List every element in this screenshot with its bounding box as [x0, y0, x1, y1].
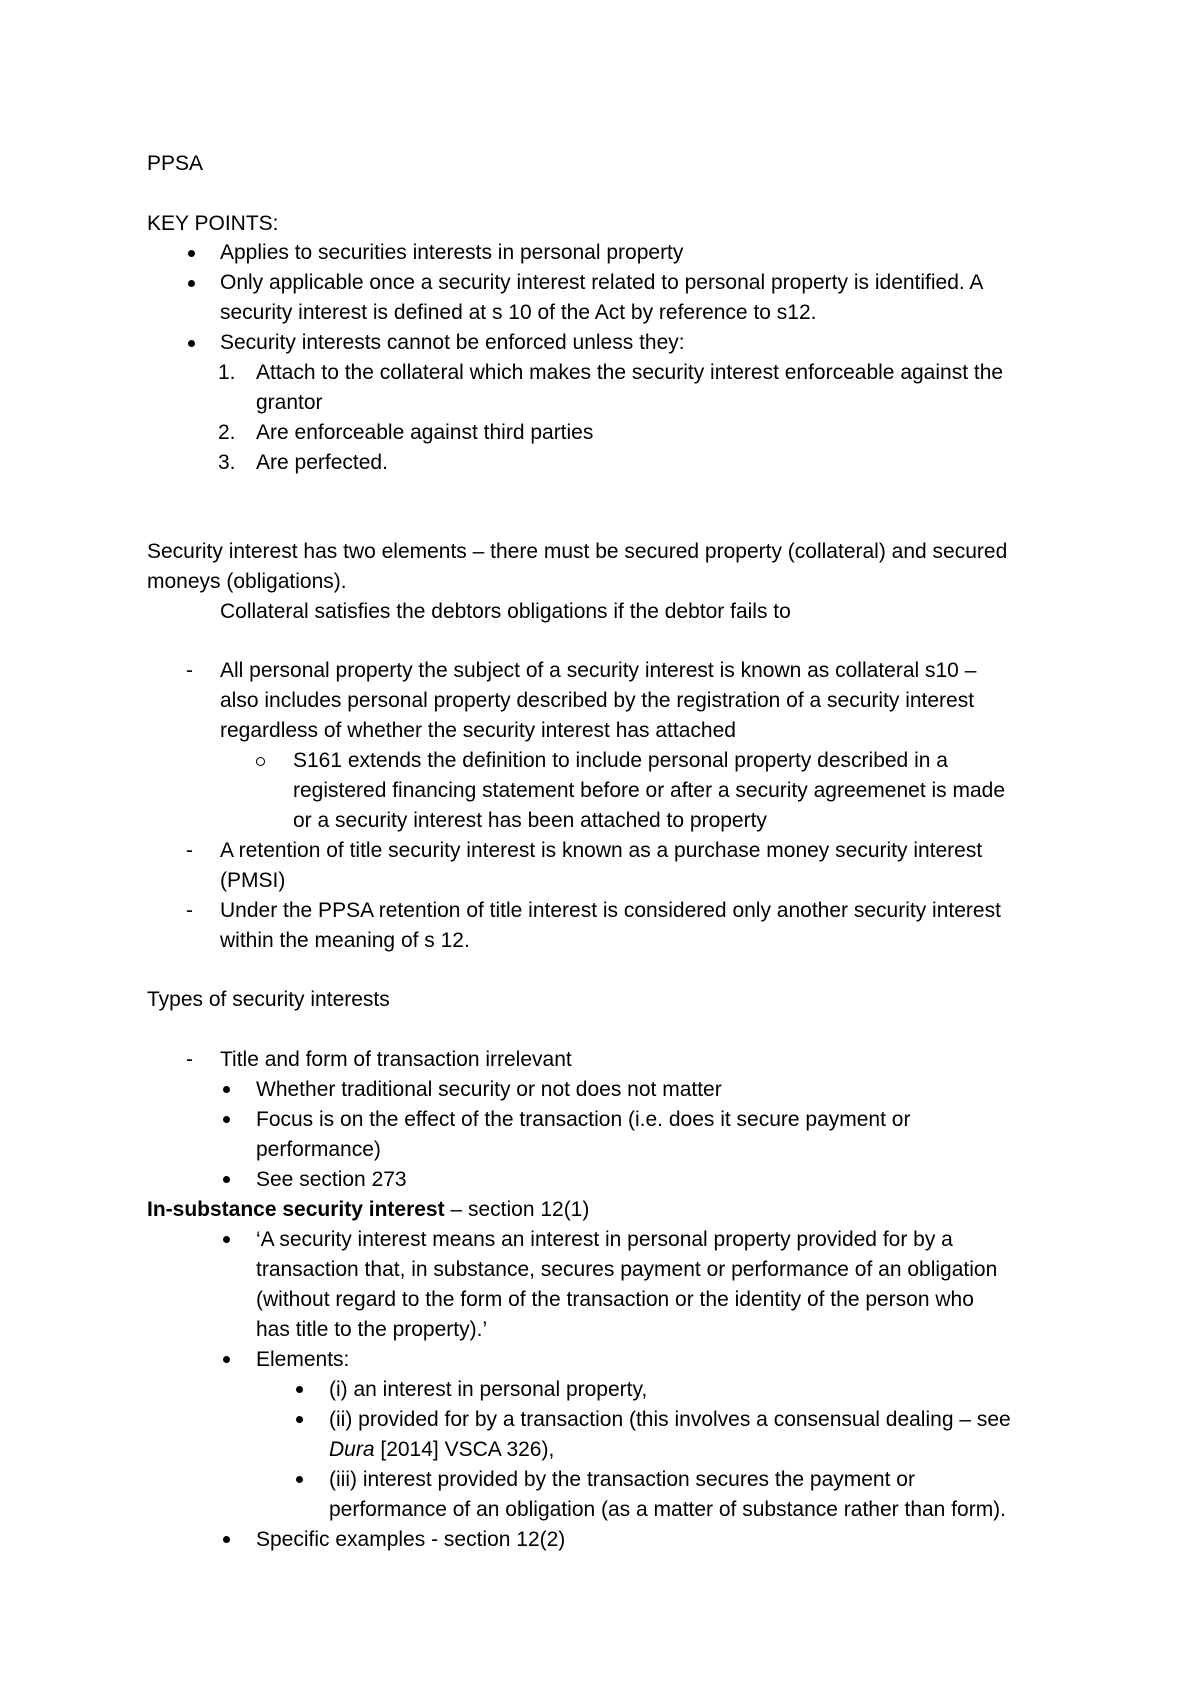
circle-bullet-icon: [256, 757, 265, 766]
case-name: Dura: [329, 1438, 375, 1461]
definition-quote-cont: transaction that, in substance, secures payment or performance of an obligation: [256, 1258, 998, 1281]
elements-para-line-1: Security interest has two elements – there must be secured property (collateral) and secured: [147, 540, 1008, 563]
specific-examples: Specific examples - section 12(2): [256, 1528, 566, 1551]
numbered-item-1: Attach to the collateral which makes the security interest enforceable against the: [256, 361, 1004, 384]
types-heading: Types of security interests: [147, 988, 390, 1011]
key-point-1: Applies to securities interests in personal property: [220, 241, 684, 264]
dash-item-3-cont: within the meaning of s 12.: [220, 929, 470, 952]
definition-quote: ‘A security interest means an interest in personal property provided for by a: [256, 1228, 953, 1251]
numbered-item-2: Are enforceable against third parties: [256, 421, 594, 444]
dash-item-2-cont: (PMSI): [220, 869, 286, 892]
numbered-item-1-cont: grantor: [256, 391, 323, 414]
dash-marker: -: [186, 899, 193, 922]
in-substance-heading-rest: – section 12(1): [444, 1198, 590, 1221]
definition-quote-cont: (without regard to the form of the transaction or the identity of the person who: [256, 1288, 974, 1311]
bullet-icon: [188, 280, 195, 287]
types-bullet-3: See section 273: [256, 1168, 407, 1191]
bullet-icon: [223, 1086, 230, 1093]
bullet-icon: [223, 1536, 230, 1543]
types-bullet-2-cont: performance): [256, 1138, 381, 1161]
numbered-marker: 2.: [218, 421, 236, 444]
types-dash-item: Title and form of transaction irrelevant: [220, 1048, 572, 1071]
dash-marker: -: [186, 839, 193, 862]
sub-item: S161 extends the definition to include personal property described in a: [293, 749, 948, 772]
element-ii: (ii) provided for by a transaction (this involves a consensual dealing – see: [329, 1408, 1011, 1431]
bullet-icon: [223, 1176, 230, 1183]
dash-item-3: Under the PPSA retention of title interest is considered only another security interest: [220, 899, 1001, 922]
element-i: (i) an interest in personal property,: [329, 1378, 648, 1401]
case-citation: [2014] VSCA 326),: [374, 1438, 555, 1461]
dash-item-2: A retention of title security interest is known as a purchase money security interest: [220, 839, 983, 862]
bullet-icon: [188, 340, 195, 347]
types-bullet-1: Whether traditional security or not does not matter: [256, 1078, 722, 1101]
bullet-icon: [223, 1236, 230, 1243]
key-point-2: Only applicable once a security interest related to personal property is identified. A: [220, 271, 984, 294]
dash-marker: -: [186, 1048, 193, 1071]
bullet-icon: [296, 1386, 303, 1393]
key-point-2-cont: security interest is defined at s 10 of the Act by reference to s12.: [220, 301, 817, 324]
sub-item-cont: or a security interest has been attached to property: [293, 809, 767, 832]
in-substance-heading: [147, 1195, 589, 1225]
numbered-marker: 1.: [218, 361, 236, 384]
dash-item-1-cont: also includes personal property described by the registration of a security interest: [220, 689, 975, 712]
key-points-heading: KEY POINTS:: [147, 212, 279, 235]
collateral-note: Collateral satisfies the debtors obligations if the debtor fails to: [220, 600, 791, 623]
element-iii: (iii) interest provided by the transaction secures the payment or: [329, 1468, 915, 1491]
bullet-icon: [188, 250, 195, 257]
dash-item-1-cont: regardless of whether the security interest has attached: [220, 719, 736, 742]
element-ii-cont: [329, 1435, 554, 1465]
element-iii-cont: performance of an obligation (as a matter of substance rather than form).: [329, 1498, 1007, 1521]
numbered-marker: 3.: [218, 451, 236, 474]
key-point-3: Security interests cannot be enforced unless they:: [220, 331, 685, 354]
elements-para-line-2: moneys (obligations).: [147, 570, 347, 593]
dash-marker: -: [186, 659, 193, 682]
bullet-icon: [223, 1356, 230, 1363]
document-title: PPSA: [147, 152, 204, 175]
elements-label: Elements:: [256, 1348, 350, 1371]
dash-item-1: All personal property the subject of a security interest is known as collateral s10 –: [220, 659, 977, 682]
types-bullet-2: Focus is on the effect of the transaction (i.e. does it secure payment or: [256, 1108, 911, 1131]
bullet-icon: [296, 1416, 303, 1423]
definition-quote-cont: has title to the property).’: [256, 1318, 488, 1341]
bullet-icon: [296, 1476, 303, 1483]
numbered-item-3: Are perfected.: [256, 451, 388, 474]
bullet-icon: [223, 1116, 230, 1123]
sub-item-cont: registered financing statement before or after a security agreemenet is made: [293, 779, 1006, 802]
in-substance-heading-bold: In-substance security interest: [147, 1198, 445, 1221]
